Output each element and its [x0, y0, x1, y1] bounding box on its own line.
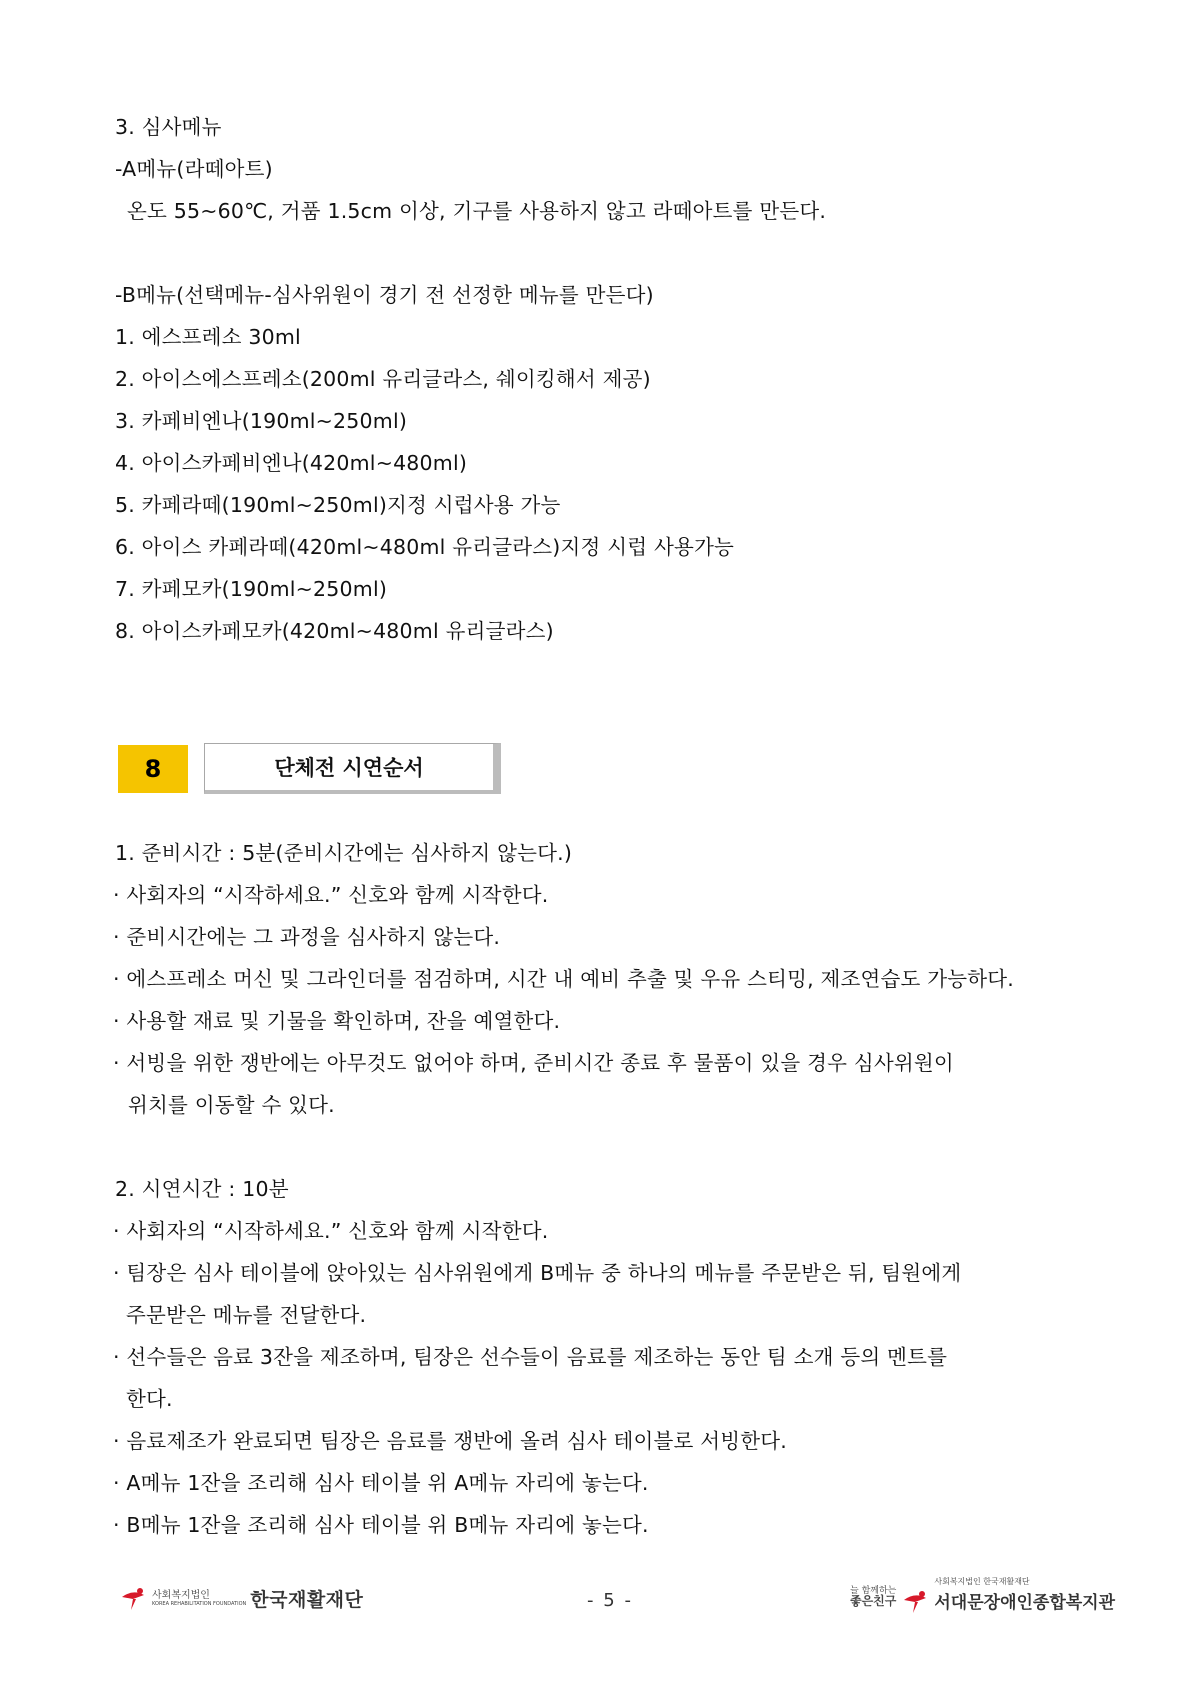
- page-number: - 5 -: [587, 1590, 633, 1611]
- footer-right-org-small: 사회복지법인 한국재활재단: [934, 1576, 1030, 1586]
- footer-left-org-english: KOREA REHABILITATION FOUNDATION: [152, 1600, 247, 1607]
- demo-bullet: · 팀장은 심사 테이블에 앉아있는 심사위원에게 B메뉴 중 하나의 메뉴를 주문받은 뒤, 팀원에게: [113, 1261, 962, 1285]
- b-menu-item: 5. 카페라떼(190ml~250ml)지정 시럽사용 가능: [115, 493, 561, 517]
- prep-bullet: · 사용할 재료 및 기물을 확인하며, 잔을 예열한다.: [113, 1009, 561, 1033]
- prep-bullet-continued: 위치를 이동할 수 있다.: [128, 1093, 335, 1117]
- prep-bullet: · 사회자의 “시작하세요.” 신호와 함께 시작한다.: [113, 883, 549, 907]
- slogan-line-1: 늘 함께하는: [850, 1586, 897, 1596]
- b-menu-item: 7. 카페모카(190ml~250ml): [115, 577, 388, 601]
- section-number-badge: 8: [118, 745, 188, 793]
- slogan-line-2: 좋은친구: [850, 1594, 897, 1608]
- b-menu-item: 8. 아이스카페모카(420ml~480ml 유리글라스): [115, 619, 554, 643]
- demo-time-heading: 2. 시연시간 : 10분: [115, 1177, 289, 1201]
- demo-bullet-continued: 한다.: [126, 1387, 173, 1411]
- footer-left-logo: [118, 1578, 363, 1618]
- b-menu-title: -B메뉴(선택메뉴-심사위원이 경기 전 선정한 메뉴를 만든다): [115, 283, 654, 307]
- footer-left-small-text: [152, 1590, 250, 1607]
- footer-left-org-small: 사회복지법인: [152, 1589, 210, 1601]
- b-menu-item: 1. 에스프레소 30ml: [115, 325, 301, 349]
- prep-time-heading: 1. 준비시간 : 5분(준비시간에는 심사하지 않는다.): [115, 841, 573, 865]
- section-title: 단체전 시연순서: [204, 743, 501, 794]
- demo-bullet: · B메뉴 1잔을 조리해 심사 테이블 위 B메뉴 자리에 놓는다.: [113, 1513, 649, 1537]
- footer-right-org-name: 서대문장애인종합복지관: [934, 1593, 1116, 1613]
- foundation-logo-icon: [118, 1583, 148, 1613]
- demo-bullet-continued: 주문받은 메뉴를 전달한다.: [126, 1303, 367, 1327]
- prep-bullet: · 준비시간에는 그 과정을 심사하지 않는다.: [113, 925, 501, 949]
- b-menu-item: 4. 아이스카페비엔나(420ml~480ml): [115, 451, 468, 475]
- b-menu-item: 6. 아이스 카페라떼(420ml~480ml 유리글라스)지정 시럽 사용가능: [115, 535, 734, 559]
- footer-right-org: [900, 1577, 1115, 1616]
- demo-bullet: · A메뉴 1잔을 조리해 심사 테이블 위 A메뉴 자리에 놓는다.: [113, 1471, 649, 1495]
- demo-bullet: · 음료제조가 완료되면 팀장은 음료를 쟁반에 올려 심사 테이블로 서빙한다.: [113, 1429, 787, 1453]
- b-menu-item: 3. 카페비엔나(190ml~250ml): [115, 409, 408, 433]
- footer-left-org-name: 한국재활재단: [250, 1588, 364, 1611]
- b-menu-item: 2. 아이스에스프레소(200ml 유리글라스, 쉐이킹해서 제공): [115, 367, 651, 391]
- welfare-center-logo-icon: [900, 1586, 930, 1616]
- footer-right-slogan: [850, 1586, 896, 1606]
- section-3-heading: 3. 심사메뉴: [115, 115, 222, 139]
- a-menu-description: 온도 55~60℃, 거품 1.5cm 이상, 기구를 사용하지 않고 라떼아트를 만든다.: [127, 199, 827, 223]
- prep-bullet: · 서빙을 위한 쟁반에는 아무것도 없어야 하며, 준비시간 종료 후 물품이 있을 경우 심사위원이: [113, 1051, 954, 1075]
- a-menu-title: -A메뉴(라떼아트): [115, 157, 273, 181]
- footer-right-logo: [850, 1574, 1115, 1618]
- prep-bullet: · 에스프레소 머신 및 그라인더를 점검하며, 시간 내 예비 추출 및 우유 스티밍, 제조연습도 가능하다.: [113, 967, 1015, 991]
- demo-bullet: · 사회자의 “시작하세요.” 신호와 함께 시작한다.: [113, 1219, 549, 1243]
- demo-bullet: · 선수들은 음료 3잔을 제조하며, 팀장은 선수들이 음료를 제조하는 동안 팀 소개 등의 멘트를: [113, 1345, 948, 1369]
